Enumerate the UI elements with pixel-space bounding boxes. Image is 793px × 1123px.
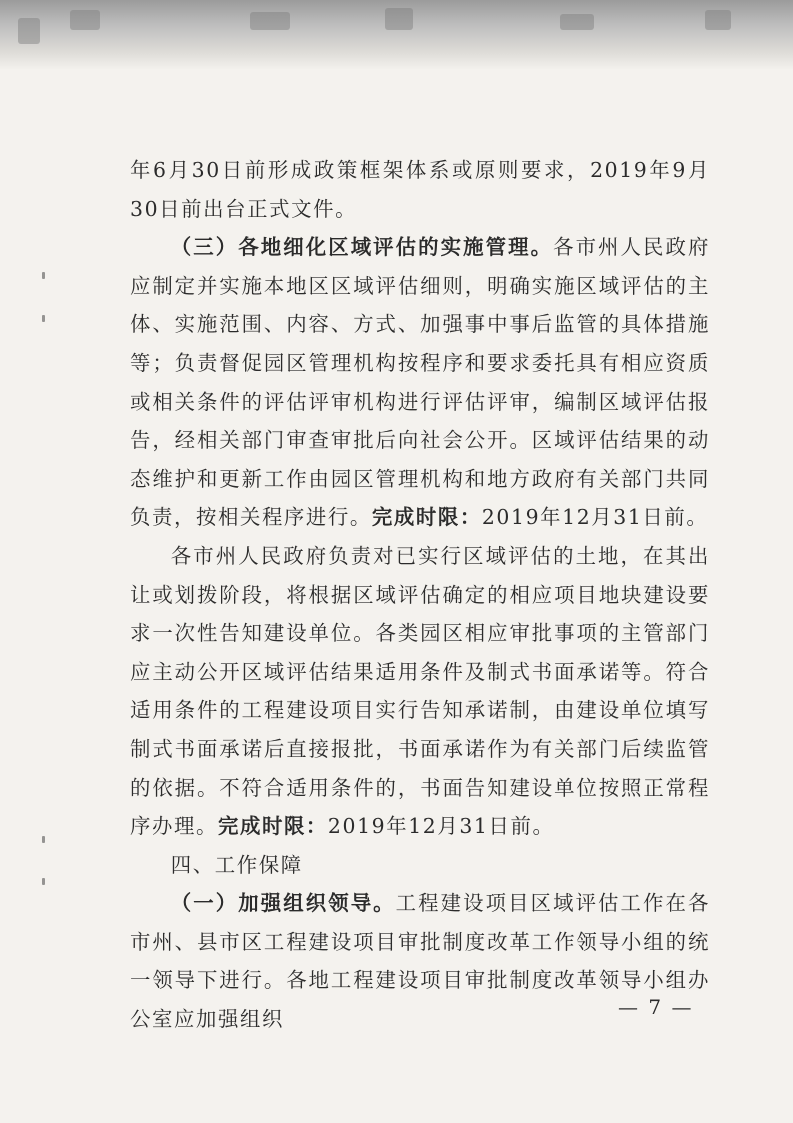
paragraph-text: 各市州人民政府应制定并实施本地区区域评估细则，明确实施区域评估的主体、实施范围、内容、方式、加强事中事后监管的具体措施等；负责督促园区管理机构按程序和要求委托具有相应资质或相关条件的评估评审机构进行评估评审，编制区域评估报告，经相关部门审查审批后向社会公开。区域评估结果的动态维护和更新工作由园区管理机构和地方政府有关部门共同负责，按相关程序进行。 xyxy=(130,235,710,530)
scan-blot xyxy=(560,14,594,30)
scan-blot xyxy=(18,18,40,44)
page-number: — 7 — xyxy=(618,995,694,1019)
document-body xyxy=(130,151,710,1039)
section-heading-text: 四、工作保障 xyxy=(170,852,303,877)
scan-blot xyxy=(250,12,290,30)
section-heading xyxy=(130,846,710,885)
deadline-label: 完成时限： xyxy=(371,505,482,530)
binding-hole-mark xyxy=(42,272,45,279)
paragraph-continuation xyxy=(130,151,710,228)
scan-blot xyxy=(385,8,413,30)
scan-blot xyxy=(70,10,100,30)
deadline-value: 2019年12月31日前。 xyxy=(327,814,555,839)
paragraph-text: 年6月30日前形成政策框架体系或原则要求，2019年9月30日前出台正式文件。 xyxy=(130,158,710,221)
scan-shadow-top xyxy=(0,0,793,70)
scan-blot xyxy=(705,10,731,30)
binding-hole-mark xyxy=(42,315,45,322)
paragraph-text: 工程建设项目区域评估工作在各市州、县市区工程建设项目审批制度改革工作领导小组的统一领导下进行。各地工程建设项目审批制度改革领导小组办公室应加强组织 xyxy=(130,891,710,1032)
deadline-value: 2019年12月31日前。 xyxy=(481,505,709,530)
paragraph-land-notification xyxy=(130,537,710,846)
paragraph-lead-heading: （三）各地细化区域评估的实施管理。 xyxy=(170,235,554,260)
binding-hole-mark xyxy=(42,836,45,843)
binding-hole-mark xyxy=(42,878,45,885)
paragraph-text: 各市州人民政府负责对已实行区域评估的土地，在其出让或划拨阶段，将根据区域评估确定的相应项目地块建设要求一次性告知建设单位。各类园区相应审批事项的主管部门应主动公开区域评估结果适用条件及制式书面承诺等。符合适用条件的工程建设项目实行告知承诺制，由建设单位填写制式书面承诺后直接报批，书面承诺作为有关部门后续监管的依据。不符合适用条件的，书面告知建设单位按照正常程序办理。 xyxy=(130,543,710,839)
paragraph-lead-heading: （一）加强组织领导。 xyxy=(170,891,396,916)
paragraph-regional-assessment xyxy=(130,228,710,537)
deadline-label: 完成时限： xyxy=(217,814,328,839)
